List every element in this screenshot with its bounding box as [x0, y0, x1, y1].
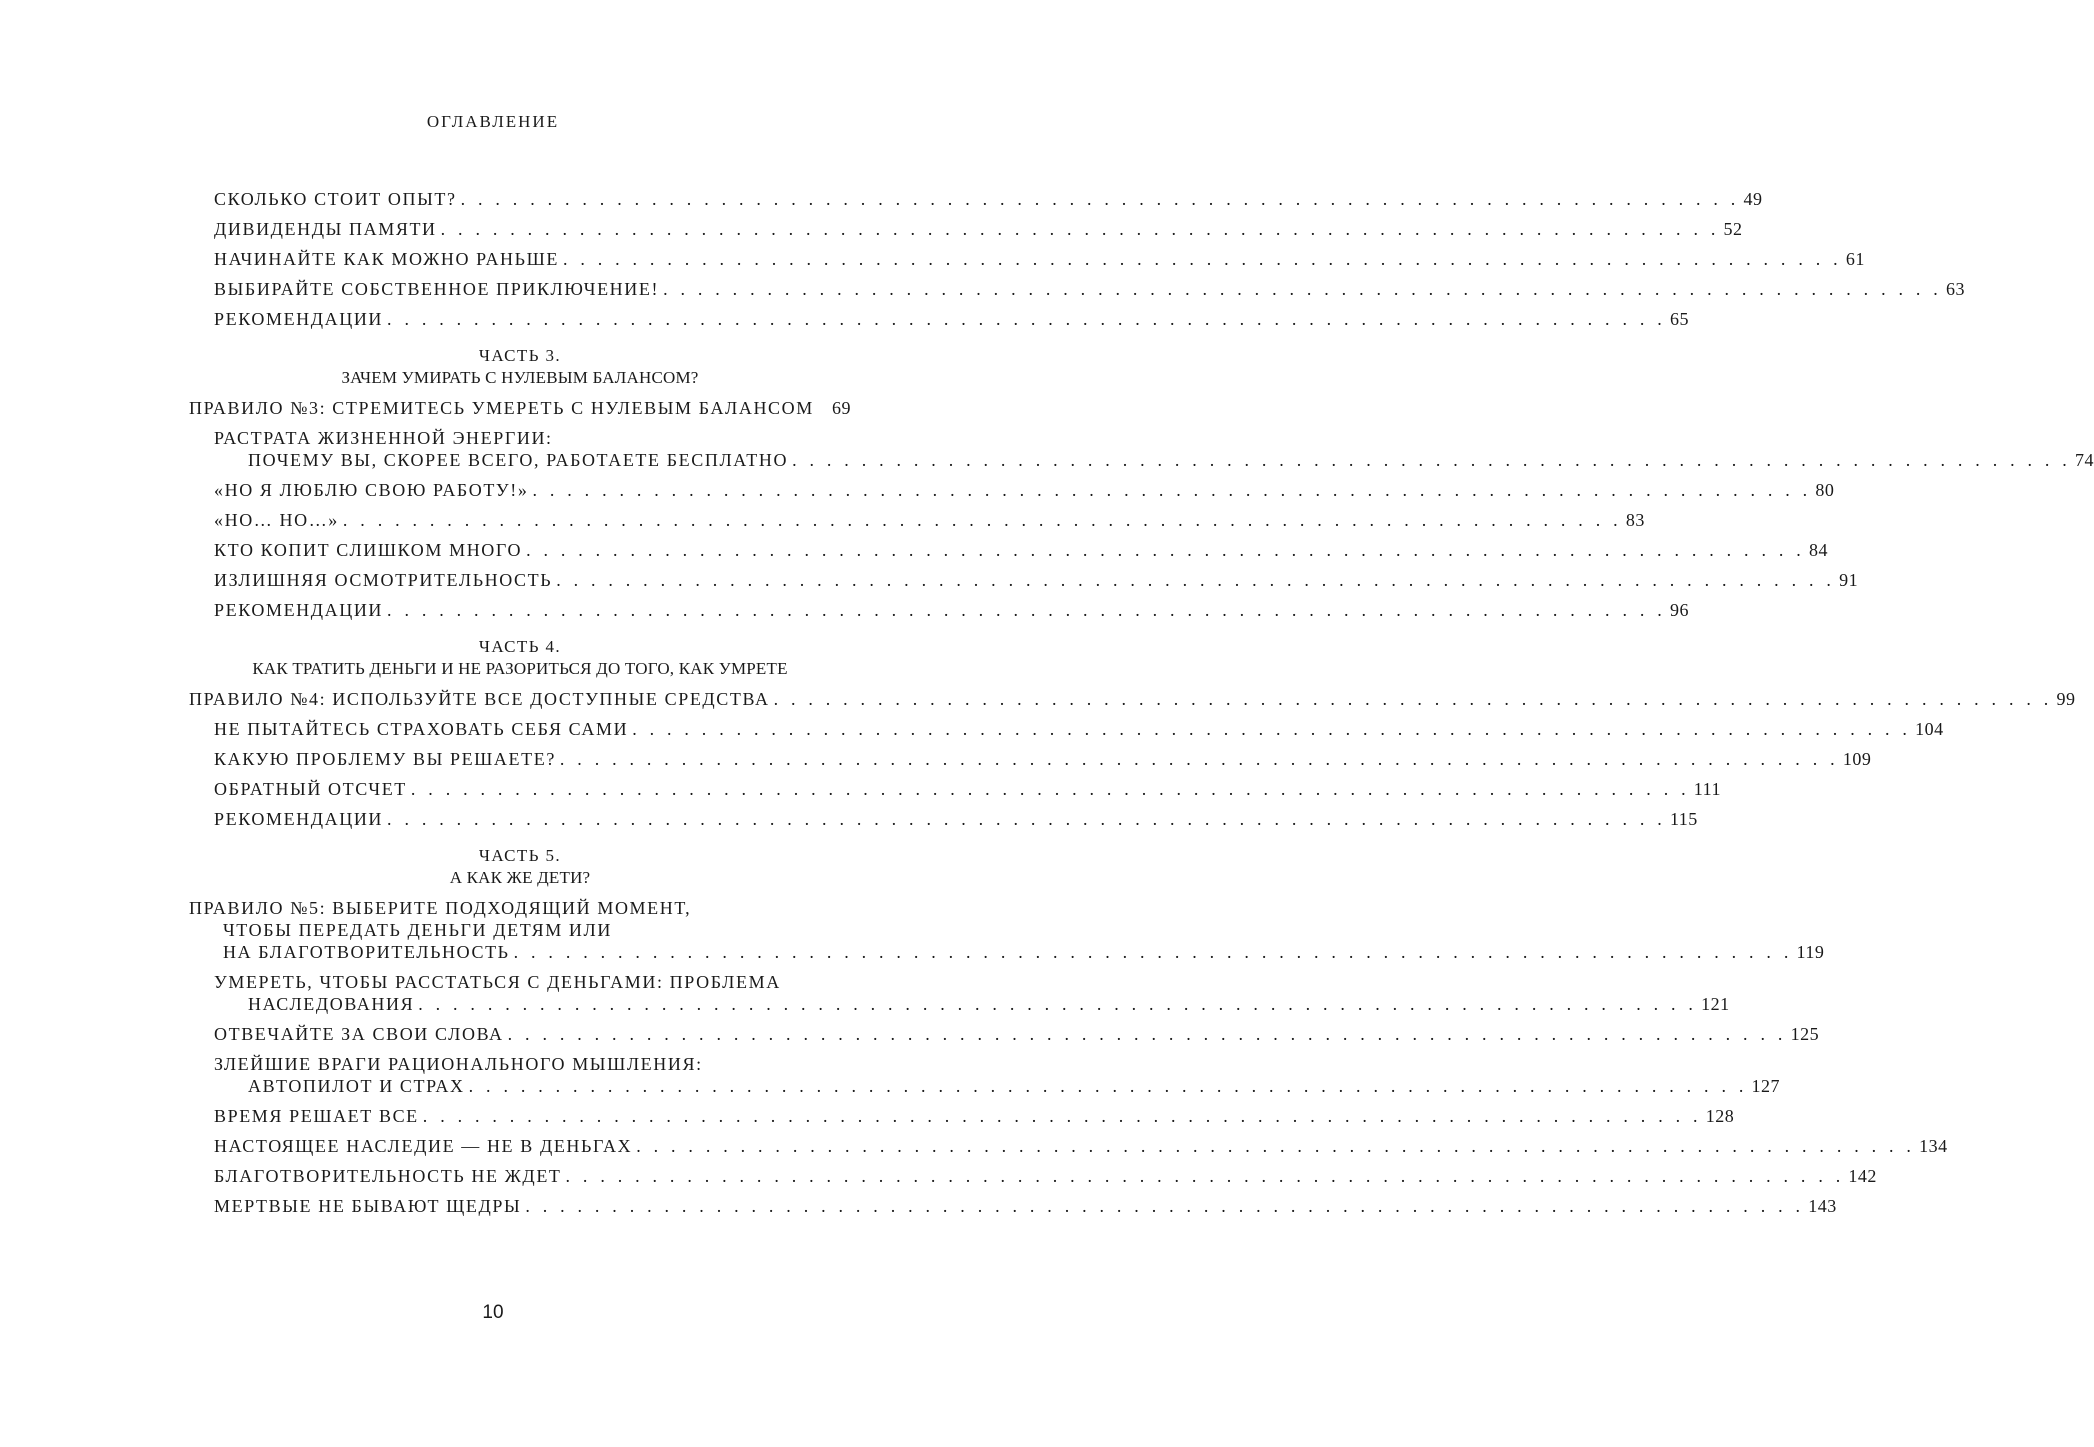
toc-leader-dots: . . . . . . . . . . . . . . . . . . . . . . . . . . . . . . . . . . . . . . . . . . . . . . . . . . . . . . . . . . . . . . . . . . . . . . . . . .	[513, 942, 1793, 962]
toc-entry-title: «НО Я ЛЮБЛЮ СВОЮ РАБОТУ!»	[214, 480, 529, 500]
toc-entry-title: КАКУЮ ПРОБЛЕМУ ВЫ РЕШАЕТЕ?	[214, 749, 556, 769]
toc-entry-title: ОБРАТНЫЙ ОТСЧЕТ	[214, 779, 407, 799]
table-of-contents	[189, 188, 2094, 1225]
toc-entry-title: РЕКОМЕНДАЦИИ	[214, 600, 384, 620]
toc-leader-dots: . . . . . . . . . . . . . . . . . . . . . . . . . . . . . . . . . . . . . . . . . . . . . . . . . . . . . . . . . . . . . . . . . . . . . . . . . .	[526, 540, 1805, 560]
toc-entry-page: 49	[1743, 189, 1763, 209]
toc-leader-dots: . . . . . . . . . . . . . . . . . . . . . . . . . . . . . . . . . . . . . . . . . . . . . . . . . . . . . . . . . . . . . . . . . . . . . . . . . .	[565, 1166, 1845, 1186]
toc-leader-dots: . . . . . . . . . . . . . . . . . . . . . . . . . . . . . . . . . . . . . . . . . . . . . . . . . . . . . . . . . . . . . . . . . . . . . . . . . .	[440, 219, 1720, 239]
toc-entry-title-line: ЧТОБЫ ПЕРЕДАТЬ ДЕНЬГИ ДЕТЯМ ИЛИ	[223, 920, 612, 940]
toc-leader-dots: . . . . . . . . . . . . . . . . . . . . . . . . . . . . . . . . . . . . . . . . . . . . . . . . . . . . . . . . . . . . . . . . . . . . . . . . . .	[532, 480, 1812, 500]
toc-leader-dots: . . . . . . . . . . . . . . . . . . . . . . . . . . . . . . . . . . . . . . . . . . . . . . . . . . . . . . . . . . . . . . . . . . . . . . . . . .	[387, 600, 1666, 620]
toc-leader-dots: . . . . . . . . . . . . . . . . . . . . . . . . . . . . . . . . . . . . . . . . . . . . . . . . . . . . . . . . . . . . . . . . . . . . . . . . . .	[562, 249, 1842, 269]
toc-entry[interactable]	[189, 1105, 1735, 1127]
toc-entry-page: 115	[1669, 809, 1698, 829]
toc-entry[interactable]	[189, 1023, 1820, 1045]
toc-entry-page: 125	[1790, 1024, 1820, 1044]
toc-rule-entry[interactable]	[189, 688, 2076, 710]
running-head: ОГЛАВЛЕНИЕ	[426, 112, 560, 131]
toc-entry-page: 69	[832, 398, 851, 418]
toc-entry-title: ОТВЕЧАЙТЕ ЗА СВОИ СЛОВА	[214, 1024, 504, 1044]
toc-entry-title: БЛАГОТВОРИТЕЛЬНОСТЬ НЕ ЖДЕТ	[214, 1166, 562, 1186]
toc-entry[interactable]	[189, 971, 1730, 1015]
toc-entry-title: РЕКОМЕНДАЦИИ	[214, 809, 384, 829]
toc-entry[interactable]	[189, 479, 1835, 501]
toc-entry[interactable]	[189, 1135, 1948, 1157]
toc-entry-page: 52	[1723, 219, 1743, 239]
toc-entry-page: 74	[2075, 450, 2094, 470]
toc-entry-title: ИЗЛИШНЯЯ ОСМОТРИТЕЛЬНОСТЬ	[214, 570, 553, 590]
toc-entry-page: 65	[1669, 309, 1689, 329]
toc-entry-title: АВТОПИЛОТ И СТРАХ	[248, 1076, 465, 1096]
toc-entry[interactable]	[189, 808, 1698, 830]
toc-leader-dots: . . . . . . . . . . . . . . . . . . . . . . . . . . . . . . . . . . . . . . . . . . . . . . . . . . . . . . . . . . . . . . . . . . . . . . . . . .	[525, 1196, 1805, 1216]
toc-entry-page: 96	[1669, 600, 1689, 620]
toc-entry[interactable]	[189, 539, 1828, 561]
toc-leader-dots: . . . . . . . . . . . . . . . . . . . . . . . . . . . . . . . . . . . . . . . . . . . . . . . . . . . . . . . . . . . . . . . . . . . . . . . . . .	[410, 779, 1690, 799]
toc-leader-dots: . . . . . . . . . . . . . . . . . . . . . . . . . . . . . . . . . . . . . . . . . . . . . . . . . . . . . . . . . . . . . . . . . . . . . . . . . .	[342, 510, 1622, 530]
toc-entry-title: РЕКОМЕНДАЦИИ	[214, 309, 384, 329]
toc-leader-dots: . . . . . . . . . . . . . . . . . . . . . . . . . . . . . . . . . . . . . . . . . . . . . . . . . . . . . . . . . . . . . . . . . . . . . . . . . .	[773, 689, 2053, 709]
toc-entry-title: ПРАВИЛО №4: ИСПОЛЬЗУЙТЕ ВСЕ ДОСТУПНЫЕ СРЕДСТВА	[189, 689, 770, 709]
toc-entry-title: ДИВИДЕНДЫ ПАМЯТИ	[214, 219, 437, 239]
toc-entry-title: ВЫБИРАЙТЕ СОБСТВЕННОЕ ПРИКЛЮЧЕНИЕ!	[214, 279, 660, 299]
toc-entry-title: СКОЛЬКО СТОИТ ОПЫТ?	[214, 189, 457, 209]
toc-entry[interactable]	[189, 278, 1965, 300]
toc-entry[interactable]	[189, 248, 1865, 270]
part-title: ЗАЧЕМ УМИРАТЬ С НУЛЕВЫМ БАЛАНСОМ?	[341, 368, 699, 387]
toc-entry[interactable]	[189, 1053, 1781, 1097]
toc-entry-page: 84	[1808, 540, 1828, 560]
toc-entry-page: 142	[1848, 1166, 1877, 1186]
toc-entry-title-line: РАСТРАТА ЖИЗНЕННОЙ ЭНЕРГИИ:	[214, 428, 553, 448]
toc-entry[interactable]	[189, 218, 1743, 240]
toc-entry-title-line: УМЕРЕТЬ, ЧТОБЫ РАССТАТЬСЯ С ДЕНЬГАМИ: ПРОБЛЕМА	[214, 972, 781, 992]
toc-entry[interactable]	[189, 599, 1689, 621]
toc-entry-page: 99	[2056, 689, 2076, 709]
toc-entry[interactable]	[189, 188, 1763, 210]
toc-entry-page: 80	[1815, 480, 1835, 500]
toc-entry-title-line: ПРАВИЛО №5: ВЫБЕРИТЕ ПОДХОДЯЩИЙ МОМЕНТ,	[189, 898, 692, 918]
toc-entry-page: 143	[1808, 1196, 1837, 1216]
toc-entry-page: 127	[1751, 1076, 1781, 1096]
toc-entry-page: 134	[1919, 1136, 1948, 1156]
toc-entry-title: КТО КОПИТ СЛИШКОМ МНОГО	[214, 540, 523, 560]
toc-entry[interactable]	[189, 569, 1859, 591]
toc-leader-dots: . . . . . . . . . . . . . . . . . . . . . . . . . . . . . . . . . . . . . . . . . . . . . . . . . . . . . . . . . . . . . . . . . . . . . . . . . .	[556, 570, 1836, 590]
toc-leader-dots: . . . . . . . . . . . . . . . . . . . . . . . . . . . . . . . . . . . . . . . . . . . . . . . . . . . . . . . . . . . . . . . . . . . . . . . . . .	[792, 450, 2071, 470]
part-title: КАК ТРАТИТЬ ДЕНЬГИ И НЕ РАЗОРИТЬСЯ ДО ТОГО, КАК УМРЕТЕ	[252, 659, 788, 678]
toc-entry-page: 104	[1915, 719, 1944, 739]
toc-entry[interactable]	[189, 1165, 1877, 1187]
part-title: А КАК ЖЕ ДЕТИ?	[449, 868, 591, 887]
toc-entry-page: 121	[1701, 994, 1730, 1014]
part-label: ЧАСТЬ 3.	[478, 346, 562, 365]
toc-entry-title: ВРЕМЯ РЕШАЕТ ВСЕ	[214, 1106, 419, 1126]
toc-leader-dots: . . . . . . . . . . . . . . . . . . . . . . . . . . . . . . . . . . . . . . . . . . . . . . . . . . . . . . . . . . . . . . . . . . . . . . . . . .	[460, 189, 1740, 209]
toc-entry-title: НАСЛЕДОВАНИЯ	[248, 994, 415, 1014]
toc-entry-page: 83	[1625, 510, 1645, 530]
toc-entry-title: ПРАВИЛО №3: СТРЕМИТЕСЬ УМЕРЕТЬ С НУЛЕВЫМ БАЛАНСОМ	[189, 398, 814, 418]
toc-entry[interactable]	[189, 509, 1645, 531]
toc-leader-dots: . . . . . . . . . . . . . . . . . . . . . . . . . . . . . . . . . . . . . . . . . . . . . . . . . . . . . . . . . . . . . . . . . . . . . . . . . .	[468, 1076, 1748, 1096]
part-label: ЧАСТЬ 5.	[478, 846, 562, 865]
toc-entry-page: 63	[1945, 279, 1965, 299]
toc-entry-title: НАЧИНАЙТЕ КАК МОЖНО РАНЬШЕ	[214, 249, 559, 269]
toc-entry-page: 61	[1845, 249, 1865, 269]
toc-entry-title: НЕ ПЫТАЙТЕСЬ СТРАХОВАТЬ СЕБЯ САМИ	[214, 719, 629, 739]
toc-entry-title: НА БЛАГОТВОРИТЕЛЬНОСТЬ	[223, 942, 510, 962]
page-number: 10	[482, 1302, 504, 1323]
toc-leader-dots: . . . . . . . . . . . . . . . . . . . . . . . . . . . . . . . . . . . . . . . . . . . . . . . . . . . . . . . . . . . . . . . . . . . . . . . . . .	[387, 809, 1666, 829]
toc-leader-dots: . . . . . . . . . . . . . . . . . . . . . . . . . . . . . . . . . . . . . . . . . . . . . . . . . . . . . . . . . . . . . . . . . . . . . . . . . .	[663, 279, 1942, 299]
toc-leader-dots: . . . . . . . . . . . . . . . . . . . . . . . . . . . . . . . . . . . . . . . . . . . . . . . . . . . . . . . . . . . . . . . . . . . . . . . . . .	[636, 1136, 1916, 1156]
toc-entry[interactable]	[189, 778, 1721, 800]
toc-leader-dots: . . . . . . . . . . . . . . . . . . . . . . . . . . . . . . . . . . . . . . . . . . . . . . . . . . . . . . . . . . . . . . . . . . . . . . . . . .	[418, 994, 1698, 1014]
toc-leader-dots: . . . . . . . . . . . . . . . . . . . . . . . . . . . . . . . . . . . . . . . . . . . . . . . . . . . . . . . . . . . . . . . . . . . . . . . . . .	[507, 1024, 1787, 1044]
toc-leader-dots: . . . . . . . . . . . . . . . . . . . . . . . . . . . . . . . . . . . . . . . . . . . . . . . . . . . . . . . . . . . . . . . . . . . . . . . . . .	[387, 309, 1666, 329]
toc-leader-dots: . . . . . . . . . . . . . . . . . . . . . . . . . . . . . . . . . . . . . . . . . . . . . . . . . . . . . . . . . . . . . . . . . . . . . . . . . .	[632, 719, 1912, 739]
toc-entry-page: 119	[1796, 942, 1825, 962]
toc-entry[interactable]	[189, 718, 1944, 740]
toc-entry-title: МЕРТВЫЕ НЕ БЫВАЮТ ЩЕДРЫ	[214, 1196, 522, 1216]
toc-entry-title: ПОЧЕМУ ВЫ, СКОРЕЕ ВСЕГО, РАБОТАЕТЕ БЕСПЛАТНО	[248, 450, 789, 470]
toc-entry-page: 109	[1842, 749, 1872, 769]
toc-entry-page: 91	[1839, 570, 1859, 590]
toc-entry-title-line: ЗЛЕЙШИЕ ВРАГИ РАЦИОНАЛЬНОГО МЫШЛЕНИЯ:	[214, 1054, 703, 1074]
toc-entry-title: НАСТОЯЩЕЕ НАСЛЕДИЕ — НЕ В ДЕНЬГАХ	[214, 1136, 633, 1156]
toc-leader-dots: . . . . . . . . . . . . . . . . . . . . . . . . . . . . . . . . . . . . . . . . . . . . . . . . . . . . . . . . . . . . . . . . . . . . . . . . . .	[559, 749, 1839, 769]
toc-rule-entry[interactable]	[189, 397, 851, 419]
toc-entry[interactable]	[189, 748, 1872, 770]
toc-entry[interactable]	[189, 1195, 1837, 1217]
toc-entry-page: 111	[1693, 779, 1721, 799]
toc-entry[interactable]	[189, 308, 1689, 330]
toc-entry[interactable]	[189, 427, 2094, 471]
toc-entry-page: 128	[1705, 1106, 1735, 1126]
part-label: ЧАСТЬ 4.	[478, 637, 562, 656]
toc-leader-dots: . . . . . . . . . . . . . . . . . . . . . . . . . . . . . . . . . . . . . . . . . . . . . . . . . . . . . . . . . . . . . . . . . . . . . . . . . .	[422, 1106, 1702, 1126]
toc-rule-entry[interactable]	[189, 897, 1825, 963]
toc-entry-title: «НО… НО…»	[214, 510, 339, 530]
